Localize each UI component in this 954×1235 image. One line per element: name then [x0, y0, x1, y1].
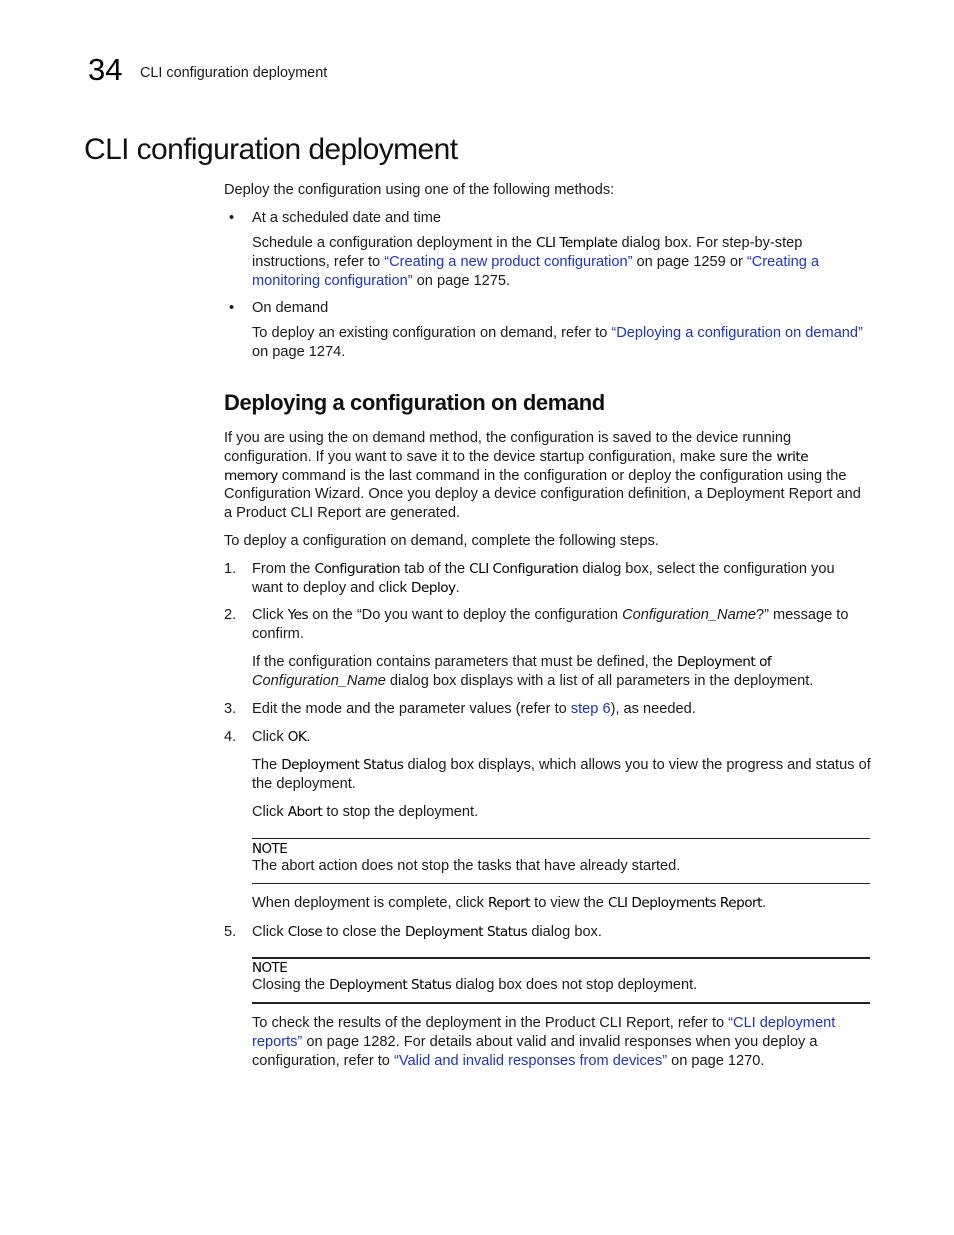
- text: confirm.: [252, 625, 304, 642]
- ui-term: Deployment Status: [329, 977, 452, 993]
- ui-term: Configuration: [314, 561, 401, 577]
- method-ondemand-desc: [252, 324, 872, 362]
- text: the deployment.: [252, 775, 356, 792]
- step-number: 2.: [224, 607, 237, 623]
- ui-term: Report: [488, 895, 531, 911]
- step-number: 5.: [224, 924, 237, 940]
- ui-term: OK: [287, 729, 307, 745]
- note-top-rule: [252, 957, 870, 959]
- step-number: 4.: [224, 729, 237, 745]
- text: Click: [252, 804, 288, 820]
- text: To check the results of the deployment in the Product CLI Report, refer to: [252, 1015, 729, 1031]
- ui-term: Close: [287, 924, 323, 940]
- text: Edit the mode and the parameter values (refer to: [252, 701, 571, 717]
- xref-link[interactable]: monitoring configuration”: [252, 272, 413, 289]
- ui-term: CLI Template: [535, 235, 618, 251]
- xref-link[interactable]: “Creating a: [746, 253, 820, 270]
- final-paragraph: [252, 1014, 872, 1070]
- step-number: 1.: [224, 561, 237, 577]
- text: Schedule a configuration deployment in the: [252, 235, 536, 251]
- text: dialog box does not stop deployment.: [451, 977, 698, 993]
- text: on page 1259 or: [632, 253, 747, 270]
- step-4-text: [252, 728, 872, 747]
- method-scheduled-desc: [252, 234, 872, 290]
- step-2-text: [252, 606, 872, 644]
- bullet-marker: •: [229, 300, 235, 316]
- note-top-rule: [252, 838, 870, 839]
- ui-term: memory: [224, 467, 278, 484]
- text: Closing the: [252, 977, 330, 993]
- text: to stop the deployment.: [322, 804, 479, 820]
- ui-term: Deployment Status: [404, 924, 528, 940]
- text: tab of the: [400, 561, 470, 577]
- text: a Product CLI Report are generated.: [224, 505, 461, 522]
- text: on the “Do you want to deploy the configuration: [308, 607, 623, 623]
- xref-link[interactable]: “Creating a new product configuration”: [384, 253, 633, 270]
- ui-term: Yes: [287, 607, 309, 623]
- step-link[interactable]: step 6: [570, 701, 611, 717]
- running-header: CLI configuration deployment: [140, 65, 328, 81]
- text: instructions, refer to: [252, 253, 385, 270]
- ui-term: Deployment of: [677, 654, 772, 670]
- text: When deployment is complete, click: [252, 895, 489, 911]
- text: ?” message to: [755, 607, 849, 623]
- note-bottom-rule: [252, 1002, 870, 1004]
- text: dialog box, select the configuration you: [578, 561, 835, 577]
- ui-term: Abort: [287, 804, 323, 820]
- text: Click: [252, 924, 288, 940]
- steps-intro: To deploy a configuration on demand, complete the following steps.: [224, 533, 659, 549]
- text: to view the: [530, 895, 608, 911]
- text: To deploy an existing configuration on demand, refer to: [252, 325, 612, 341]
- text: to close the: [322, 924, 405, 940]
- text: on page 1282. For details about valid and invalid responses when you deploy a: [302, 1033, 818, 1050]
- text: want to deploy and click: [252, 579, 411, 596]
- ui-term: write: [776, 448, 809, 465]
- note-label: NOTE: [252, 961, 288, 976]
- text: If you are using the on demand method, the configuration is saved to the device running: [224, 430, 792, 446]
- step-4-detail: [252, 756, 872, 794]
- method-scheduled-label: At a scheduled date and time: [252, 210, 442, 226]
- text: on page 1274.: [252, 343, 346, 360]
- ui-term: Deployment Status: [281, 757, 404, 773]
- text: .: [455, 579, 460, 596]
- step-4-abort: [252, 803, 872, 822]
- step-3-text: [252, 700, 872, 719]
- step-1-text: [252, 560, 872, 598]
- step-5-text: [252, 923, 872, 942]
- text: The: [252, 757, 282, 773]
- intro-text: Deploy the configuration using one of the following methods:: [224, 182, 615, 198]
- text: configuration. If you want to save it to the device startup configuration, make sure the: [224, 448, 777, 465]
- bullet-marker: •: [229, 210, 235, 226]
- placeholder-term: Configuration_Name: [622, 607, 756, 623]
- placeholder-term: Configuration_Name: [252, 672, 386, 689]
- text: If the configuration contains parameters that must be defined, the: [252, 654, 678, 670]
- step-4-report: [252, 894, 872, 913]
- text: From the: [252, 561, 315, 577]
- ui-term: CLI Configuration: [469, 561, 579, 577]
- text: ), as needed.: [610, 701, 696, 717]
- step-2-detail: [252, 653, 872, 691]
- chapter-number: 34: [88, 52, 123, 87]
- ui-term: CLI Deployments Report: [607, 895, 762, 911]
- note-bottom-rule: [252, 883, 870, 884]
- text: dialog box.: [527, 924, 602, 940]
- text: Click: [252, 729, 288, 745]
- note-text: [252, 976, 872, 995]
- xref-link[interactable]: “Valid and invalid responses from devices”: [393, 1052, 668, 1069]
- text: on page 1270.: [667, 1052, 765, 1069]
- text: Configuration Wizard. Once you deploy a device configuration definition, a Deployment Report and: [224, 486, 861, 503]
- section-paragraph: [224, 429, 872, 523]
- text: configuration, refer to: [252, 1052, 394, 1069]
- page-title: CLI configuration deployment: [84, 133, 458, 166]
- text: command is the last command in the configuration or deploy the configuration using the: [277, 467, 847, 484]
- text: dialog box. For step-by-step: [617, 235, 803, 251]
- method-ondemand-label: On demand: [252, 300, 329, 316]
- text: dialog box displays with a list of all parameters in the deployment.: [385, 672, 814, 689]
- ui-term: Deploy: [411, 579, 456, 596]
- note-label: NOTE: [252, 842, 288, 857]
- text: .: [306, 729, 311, 745]
- note-text: The abort action does not stop the tasks that have already started.: [252, 858, 681, 874]
- xref-link[interactable]: “Deploying a configuration on demand”: [611, 325, 863, 341]
- text: on page 1275.: [412, 272, 511, 289]
- text: dialog box displays, which allows you to view the progress and status of: [403, 757, 871, 773]
- section-heading: Deploying a configuration on demand: [224, 390, 605, 415]
- xref-link[interactable]: “CLI deployment: [728, 1015, 836, 1031]
- text: .: [761, 895, 767, 911]
- xref-link[interactable]: reports”: [252, 1033, 303, 1050]
- text: Click: [252, 607, 288, 623]
- step-number: 3.: [224, 701, 237, 717]
